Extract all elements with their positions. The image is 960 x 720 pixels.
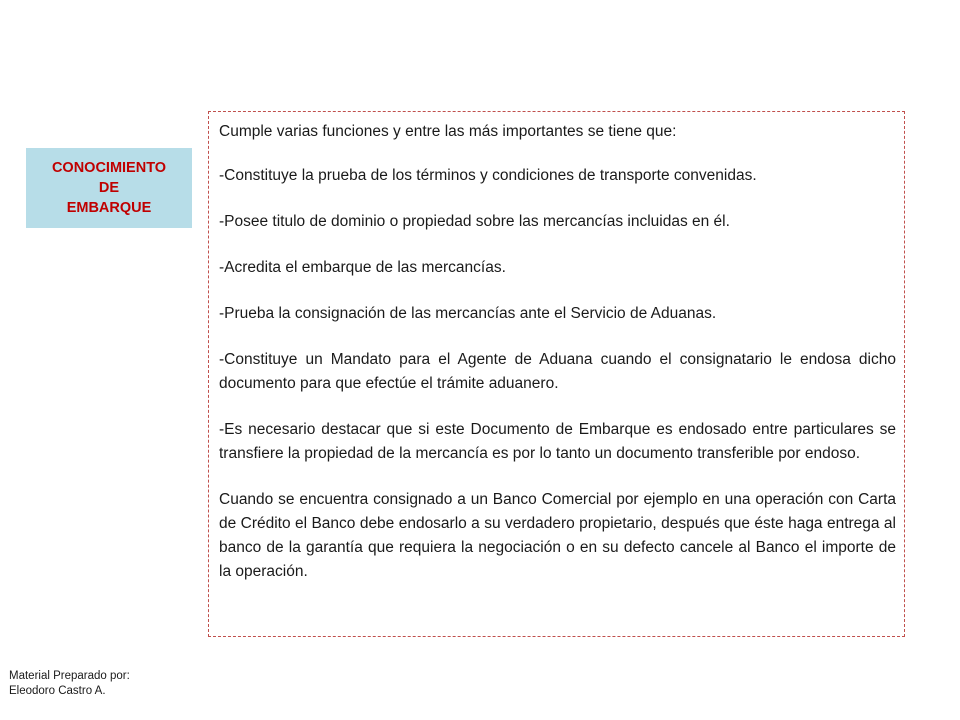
section-label-line-2: DE: [98, 180, 120, 196]
section-label-line-1: CONOCIMIENTO: [51, 160, 167, 176]
author-credit-line-2: Eleodoro Castro A.: [9, 685, 106, 697]
author-credit: [9, 669, 130, 699]
paragraph-5: -Constituye un Mandato para el Agente de Aduana cuando el consignatario le endosa dicho documento para que efectúe el trámite aduanero.: [219, 351, 896, 392]
content-panel: [208, 111, 905, 637]
section-label-line-3: EMBARQUE: [66, 200, 152, 216]
paragraph-6: -Es necesario destacar que si este Documento de Embarque es endosado entre particulares se transfiere la propiedad de la mercancía es por lo tanto un documento transferible por endoso.: [219, 421, 896, 462]
paragraph-4: -Prueba la consignación de las mercancías ante el Servicio de Aduanas.: [219, 305, 717, 322]
paragraph-7: Cuando se encuentra consignado a un Banco Comercial por ejemplo en una operación con Carta de Crédito el Banco debe endosarlo a su verdadero propietario, después que éste haga entrega al banco de la garantía que requiera la negociación o en su defecto cancele al Banco el importe de la operación.: [219, 491, 896, 580]
paragraph-1: -Constituye la prueba de los términos y condiciones de transporte convenidas.: [219, 167, 757, 184]
author-credit-line-1: Material Preparado por:: [9, 670, 130, 682]
section-label: [26, 148, 192, 228]
paragraph-2: -Posee titulo de dominio o propiedad sobre las mercancías incluidas en él.: [219, 213, 730, 230]
paragraph-3: -Acredita el embarque de las mercancías.: [219, 259, 506, 276]
intro-paragraph: Cumple varias funciones y entre las más importantes se tiene que:: [219, 123, 677, 140]
